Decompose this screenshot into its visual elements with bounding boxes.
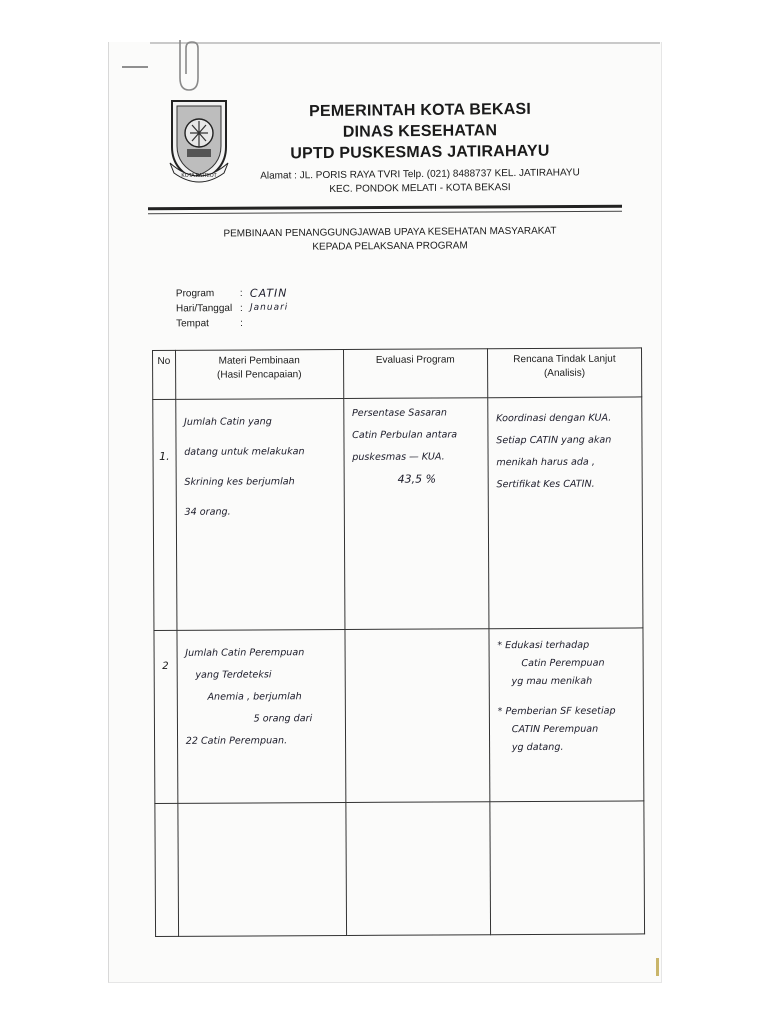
page-top-edge — [150, 42, 660, 44]
program-value: CATIN — [249, 286, 288, 300]
header-rencana-line1: Rencana Tindak Lanjut — [513, 353, 616, 366]
place-row — [176, 316, 288, 332]
materi-line: Anemia , berjumlah — [207, 691, 302, 703]
date-label: Hari/Tanggal — [175, 303, 233, 315]
program-info — [176, 286, 289, 332]
letterhead-agency: DINAS KESEHATAN — [342, 122, 498, 141]
materi-line: Skrining kes berjumlah — [184, 476, 295, 488]
date-row — [176, 301, 288, 317]
table-row — [154, 628, 644, 804]
header-rencana-line2: (Analisis) — [543, 367, 586, 379]
colon: : — [239, 302, 243, 314]
row-number: 2 — [154, 630, 178, 803]
rencana-line: * Edukasi terhadap — [497, 639, 590, 652]
materi-line: datang untuk melakukan — [184, 446, 305, 458]
rencana-cell — [488, 397, 643, 629]
rencana-line: CATIN Perempuan — [511, 723, 599, 736]
materi-line: Jumlah Catin yang — [184, 416, 272, 428]
evaluasi-line: Persentase Sasaran — [351, 407, 448, 419]
city-seal-logo — [166, 97, 232, 185]
evaluasi-cell — [346, 802, 491, 936]
colon: : — [240, 317, 243, 329]
page-edge-mark — [656, 958, 659, 976]
letterhead — [240, 100, 600, 196]
letterhead-address: Alamat : JL. PORIS RAYA TVRI Telp. (021) 8488737 KEL. JATIRAHAYU — [260, 167, 580, 182]
evaluasi-line: Catin Perbulan antara — [352, 429, 458, 441]
evaluasi-cell — [343, 398, 488, 630]
colon: : — [239, 287, 243, 299]
rencana-line: * Pemberian SF kesetiap — [497, 705, 616, 718]
header-no: No — [153, 350, 176, 399]
rencana-line: Sertifikat Kes CATIN. — [496, 478, 595, 491]
rencana-cell — [489, 628, 644, 802]
document-title — [190, 224, 590, 255]
program-label: Program — [175, 288, 215, 300]
date-value: Januari — [249, 302, 289, 313]
materi-line: 34 orang. — [184, 506, 231, 518]
pen-mark — [122, 66, 148, 68]
guidance-table — [152, 347, 645, 937]
program-row — [176, 286, 288, 302]
header-evaluasi: Evaluasi Program — [343, 349, 487, 399]
rencana-line: yg mau menikah — [511, 675, 593, 688]
materi-cell — [177, 629, 346, 803]
table-row — [155, 801, 645, 937]
header-materi — [175, 349, 343, 399]
table-header-row — [153, 348, 642, 400]
document-title-line2: KEPADA PELAKSANA PROGRAM — [312, 240, 468, 253]
place-label: Tempat — [176, 318, 209, 330]
rencana-line: menikah harus ada , — [496, 456, 595, 469]
table-row — [153, 397, 643, 631]
rencana-line: Catin Perempuan — [521, 657, 605, 670]
rencana-line: Setiap CATIN yang akan — [496, 434, 612, 447]
materi-cell — [175, 398, 344, 630]
letterhead-unit: UPTD PUSKESMAS JATIRAHAYU — [290, 142, 550, 163]
materi-line: 5 orang dari — [253, 713, 313, 725]
evaluasi-percentage: 43,5 % — [397, 472, 437, 486]
rencana-cell — [490, 801, 645, 935]
letterhead-government: PEMERINTAH KOTA BEKASI — [308, 100, 532, 121]
materi-line: 22 Catin Perempuan. — [185, 735, 288, 747]
materi-line: Jumlah Catin Perempuan — [185, 647, 305, 659]
materi-cell — [178, 802, 347, 936]
row-number: 1. — [153, 399, 177, 630]
row-number — [155, 803, 178, 936]
evaluasi-line: puskesmas — KUA. — [352, 451, 445, 463]
letterhead-district: KEC. PONDOK MELATI - KOTA BEKASI — [329, 182, 511, 195]
paperclip-icon — [172, 38, 206, 96]
logo-motto: KOTA PATRIOT — [181, 173, 217, 179]
document-title-line1: PEMBINAAN PENANGGUNGJAWAB UPAYA KESEHATAN MASYARAKAT — [223, 225, 557, 240]
evaluasi-cell — [345, 629, 490, 803]
header-rencana — [487, 348, 641, 398]
header-materi-line1: Materi Pembinaan — [218, 355, 300, 367]
header-materi-line2: (Hasil Pencapaian) — [217, 369, 302, 381]
rencana-line: Koordinasi dengan KUA. — [496, 412, 612, 425]
materi-line: yang Terdeteksi — [195, 669, 272, 681]
rencana-line: yg datang. — [511, 741, 564, 754]
